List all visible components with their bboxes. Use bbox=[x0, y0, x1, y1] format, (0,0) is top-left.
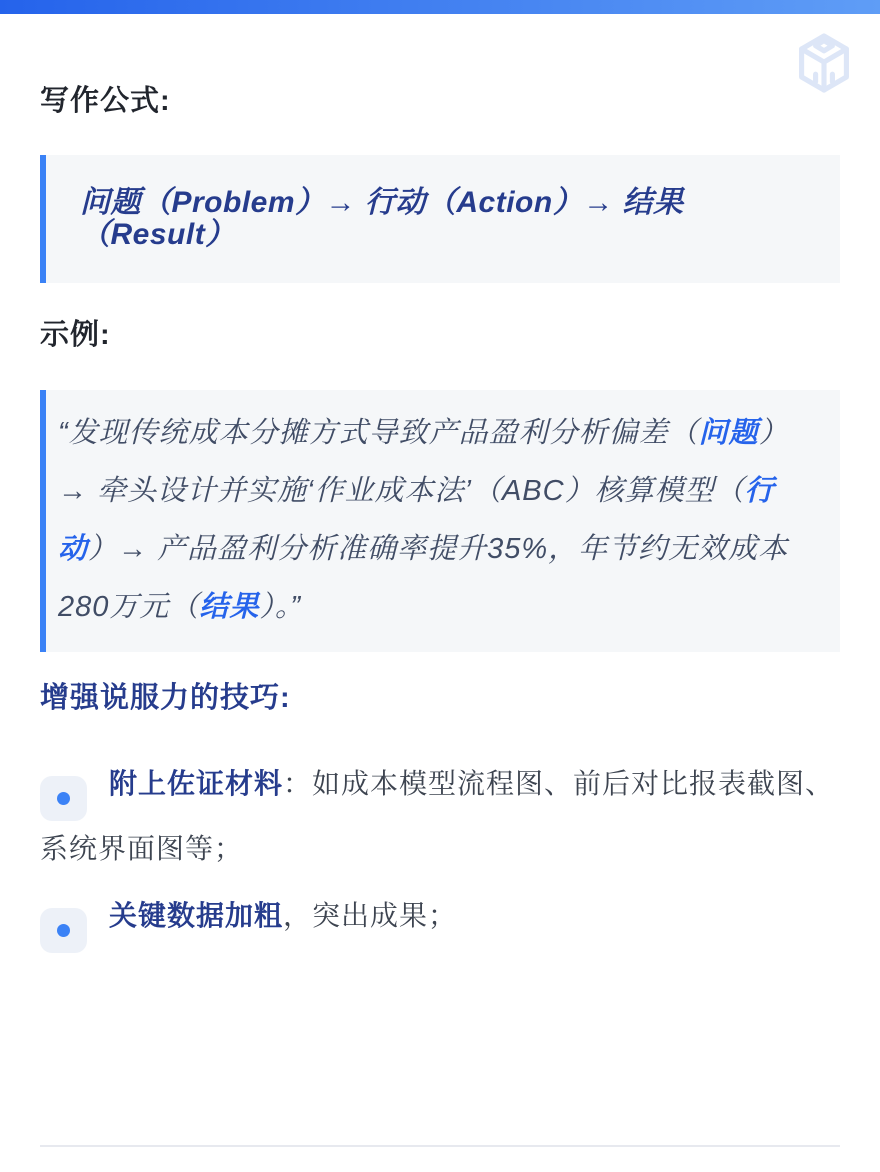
tip-rest-text: ：如成本模型流程图、前后对比报表截图、系统界面图等； bbox=[40, 768, 835, 864]
bullet-dot-icon bbox=[57, 792, 70, 805]
bottom-divider bbox=[40, 1145, 840, 1147]
bullet-marker bbox=[40, 776, 87, 821]
example-heading: 示例: bbox=[40, 319, 111, 351]
text-segment: 问题 bbox=[698, 417, 759, 449]
bullet-dot-icon bbox=[57, 924, 70, 937]
formula-heading: 写作公式: bbox=[40, 85, 171, 117]
top-accent-bar bbox=[0, 0, 880, 14]
text-segment: ）。” bbox=[259, 591, 302, 623]
tips-heading: 增强说服力的技巧: bbox=[40, 682, 291, 714]
example-blockquote bbox=[40, 390, 840, 652]
list-item bbox=[40, 888, 840, 953]
cube-logo-icon bbox=[796, 32, 852, 94]
document-body bbox=[0, 85, 880, 1147]
text-segment: “发现传统成本分摊方式导致产品盈利分析偏差（ bbox=[58, 417, 699, 449]
text-segment: ）→ 牵头设计并实施‘作业成本法’（ABC）核算模型（ bbox=[58, 417, 789, 507]
text-segment: 行动 bbox=[58, 475, 775, 565]
tips-list bbox=[40, 756, 840, 953]
formula-text: 问题（Problem）→ 行动（Action）→ 结果（Result） bbox=[80, 186, 684, 251]
bullet-marker bbox=[40, 908, 87, 953]
tip-bold-text: 关键数据加粗 bbox=[109, 900, 284, 931]
text-segment: ）→ 产品盈利分析准确率提升35%，年节约无效成本280万元（ bbox=[58, 533, 789, 623]
tip-bold-text: 附上佐证材料 bbox=[109, 768, 284, 799]
list-item bbox=[40, 756, 840, 876]
text-segment: 结果 bbox=[199, 591, 260, 623]
tip-rest-text: ，突出成果； bbox=[283, 900, 458, 931]
formula-blockquote bbox=[40, 155, 840, 283]
